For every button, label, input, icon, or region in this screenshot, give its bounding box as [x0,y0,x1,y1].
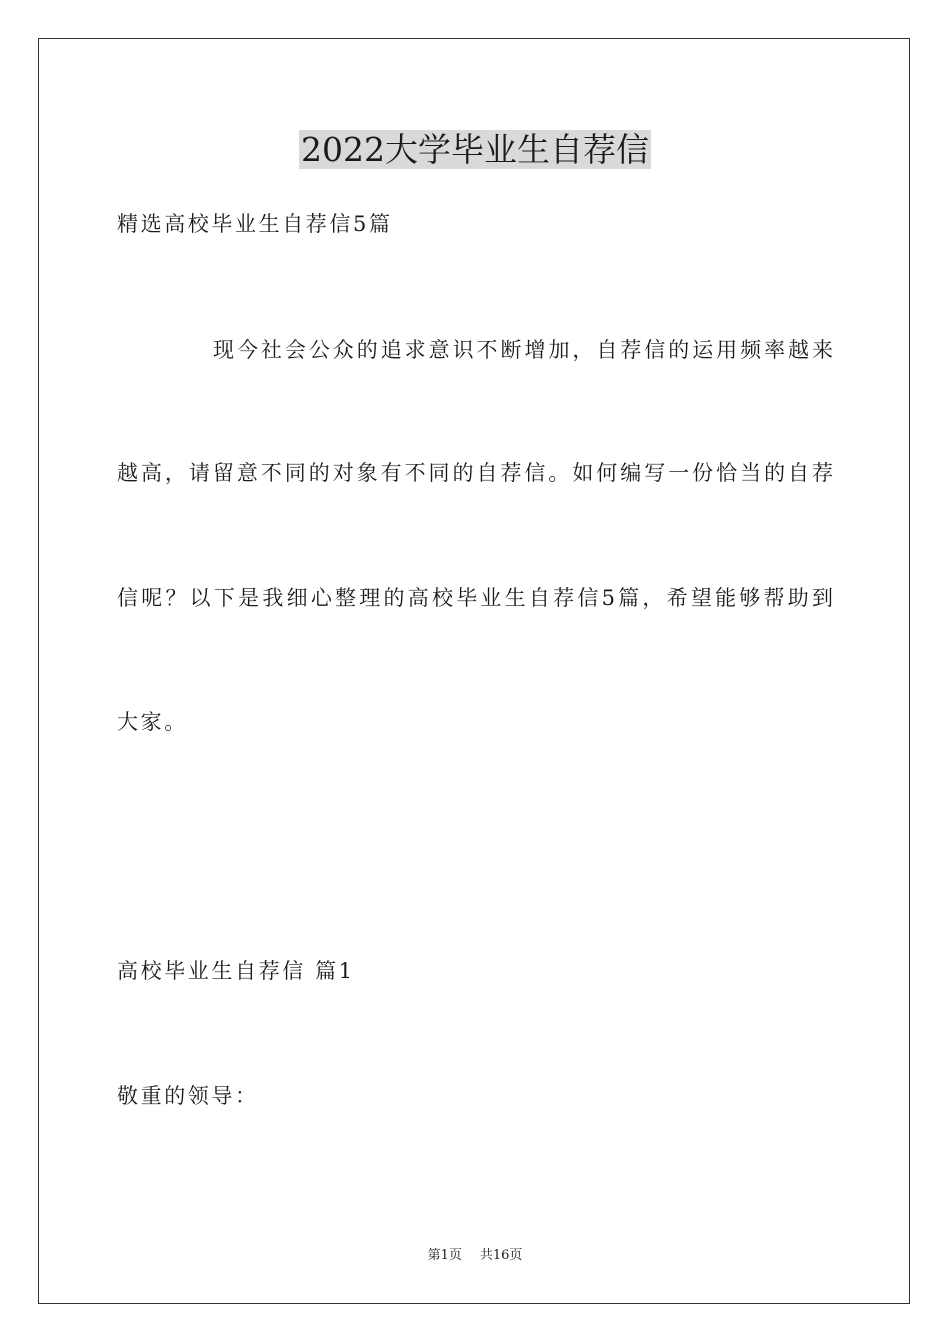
salutation: 敬重的领导： [117,1084,259,1108]
document-title [0,128,950,172]
section-heading: 高校毕业生自荐信 篇1 [117,959,355,983]
intro-line-3: 信呢？以下是我细心整理的高校毕业生自荐信5篇，希望能够帮助到 [117,586,833,610]
footer-page-number: 第1页 [427,1248,462,1263]
intro-line-1: 现今社会公众的追求意识不断增加，自荐信的运用频率越来 [213,338,833,362]
document-title-text: 2022大学毕业生自荐信 [301,130,649,169]
intro-line-4: 大家。 [117,710,188,734]
page-footer [0,1247,950,1265]
footer-total-pages: 共16页 [479,1248,523,1263]
intro-line-2: 越高，请留意不同的对象有不同的自荐信。如何编写一份恰当的自荐 [117,461,833,485]
document-subtitle: 精选高校毕业生自荐信5篇 [117,212,393,236]
